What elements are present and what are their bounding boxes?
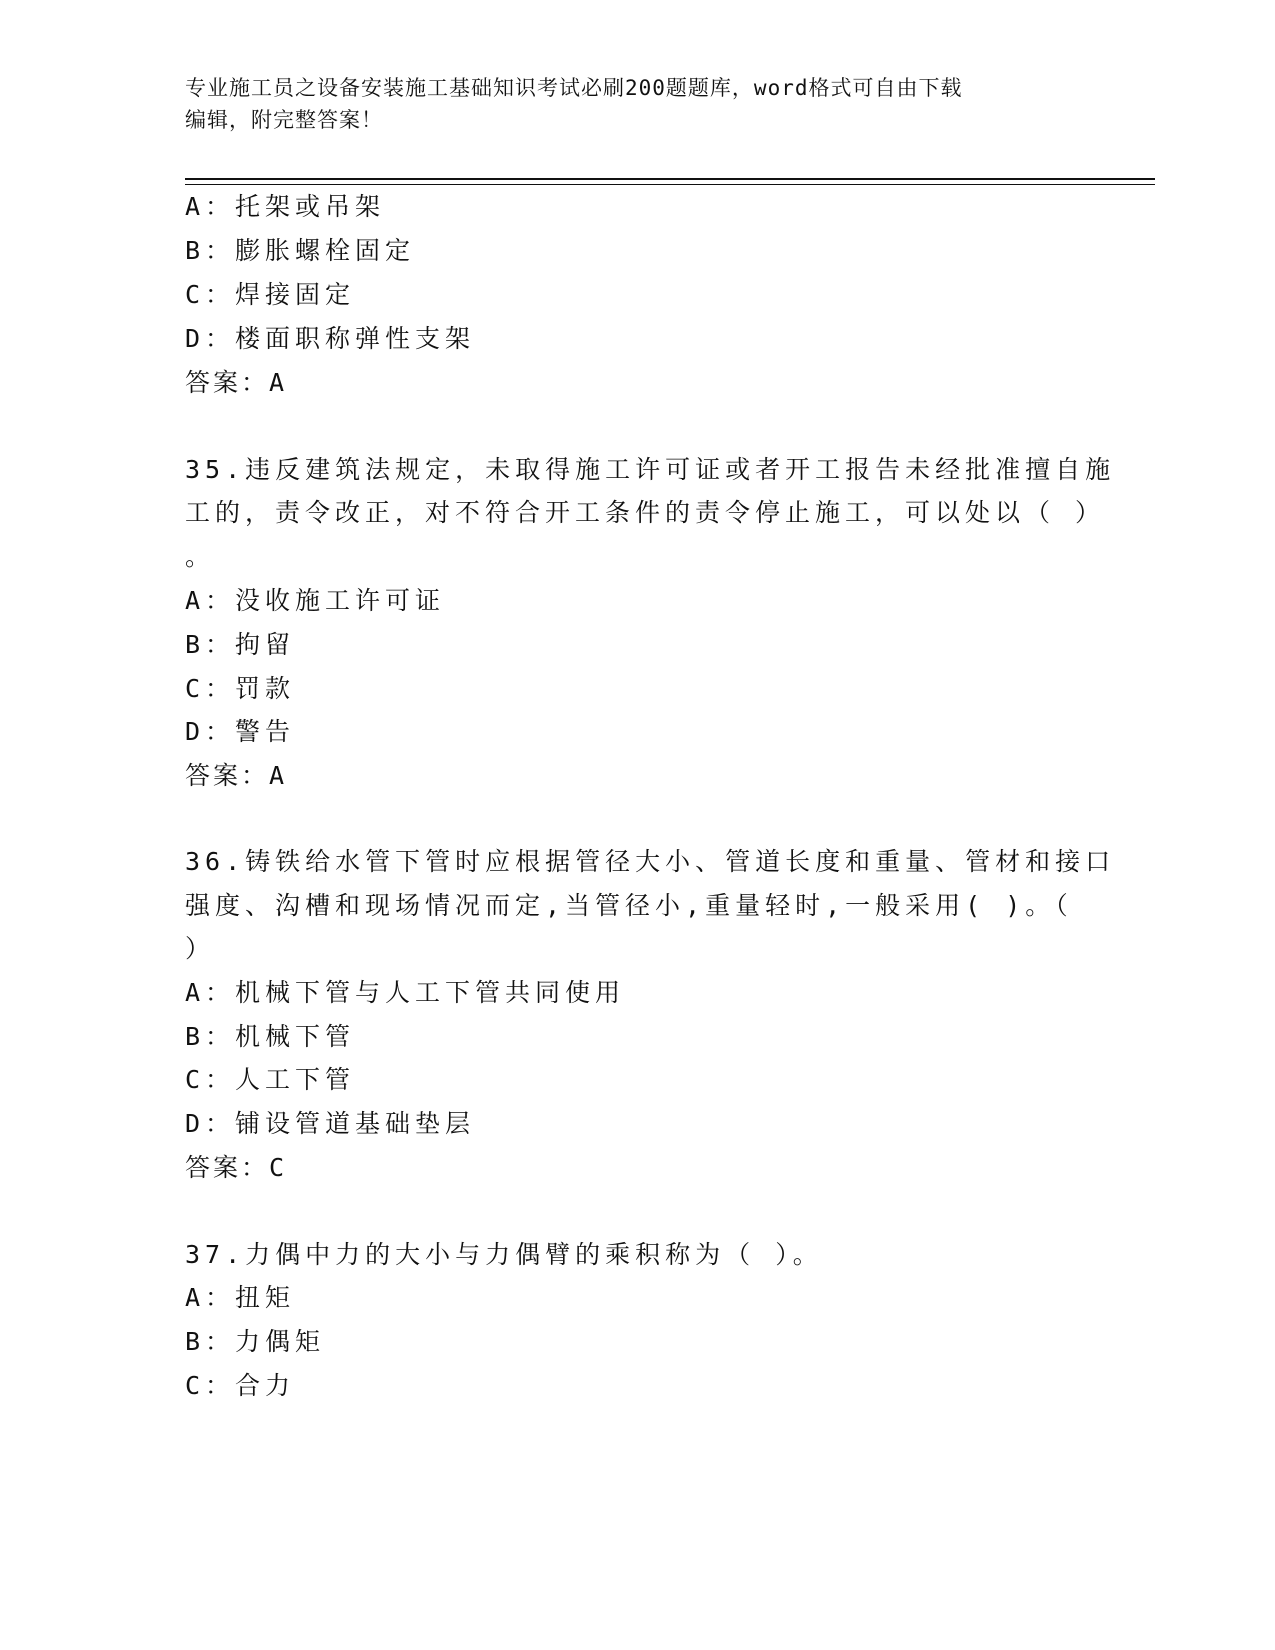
- answer-value: A: [269, 761, 288, 790]
- question-stem-line: ）: [185, 934, 216, 963]
- option-b: B：膨胀螺栓固定: [185, 236, 416, 265]
- answer-line: [185, 760, 287, 792]
- option-b: B：力偶矩: [185, 1327, 326, 1356]
- option-d: D：警告: [185, 717, 296, 746]
- answer-value: A: [269, 368, 288, 397]
- header-title-line-2: 编辑，附完整答案！: [185, 108, 383, 132]
- option-b: B：拘留: [185, 630, 296, 659]
- answer-value: C: [269, 1153, 288, 1182]
- question-stem-line: 。: [185, 542, 216, 571]
- option-b: B：机械下管: [185, 1022, 356, 1051]
- question-stem-line: 37.力偶中力的大小与力偶臂的乘积称为（ ）。: [185, 1240, 823, 1269]
- option-c: C：合力: [185, 1371, 296, 1400]
- document-header: [185, 72, 1085, 136]
- option-d: D：楼面职称弹性支架: [185, 324, 476, 353]
- option-d: D：铺设管道基础垫层: [185, 1109, 476, 1138]
- answer-line: [185, 1152, 287, 1184]
- option-a: A：托架或吊架: [185, 192, 386, 221]
- answer-label: 答案：: [185, 368, 270, 397]
- option-a: A：扭矩: [185, 1283, 296, 1312]
- question-stem-line: 35.违反建筑法规定，未取得施工许可证或者开工报告未经批准擅自施: [185, 455, 1116, 484]
- answer-label: 答案：: [185, 761, 270, 790]
- option-a: A：没收施工许可证: [185, 586, 446, 615]
- header-title-line-1: 专业施工员之设备安装施工基础知识考试必刷200题题库，word格式可自由下载: [185, 76, 963, 100]
- option-a: A：机械下管与人工下管共同使用: [185, 978, 626, 1007]
- answer-label: 答案：: [185, 1153, 270, 1182]
- header-divider-thin: [185, 184, 1155, 185]
- header-divider-thick: [185, 178, 1155, 180]
- question-stem-line: 36.铸铁给水管下管时应根据管径大小、管道长度和重量、管材和接口: [185, 847, 1116, 876]
- question-stem-line: 工的，责令改正，对不符合开工条件的责令停止施工，可以处以（ ）: [185, 498, 1106, 527]
- question-stem-line: 强度、沟槽和现场情况而定,当管径小,重量轻时,一般采用( )。（: [185, 891, 1073, 920]
- option-c: C：罚款: [185, 674, 296, 703]
- option-c: C：人工下管: [185, 1065, 356, 1094]
- answer-line: [185, 367, 287, 399]
- option-c: C：焊接固定: [185, 280, 356, 309]
